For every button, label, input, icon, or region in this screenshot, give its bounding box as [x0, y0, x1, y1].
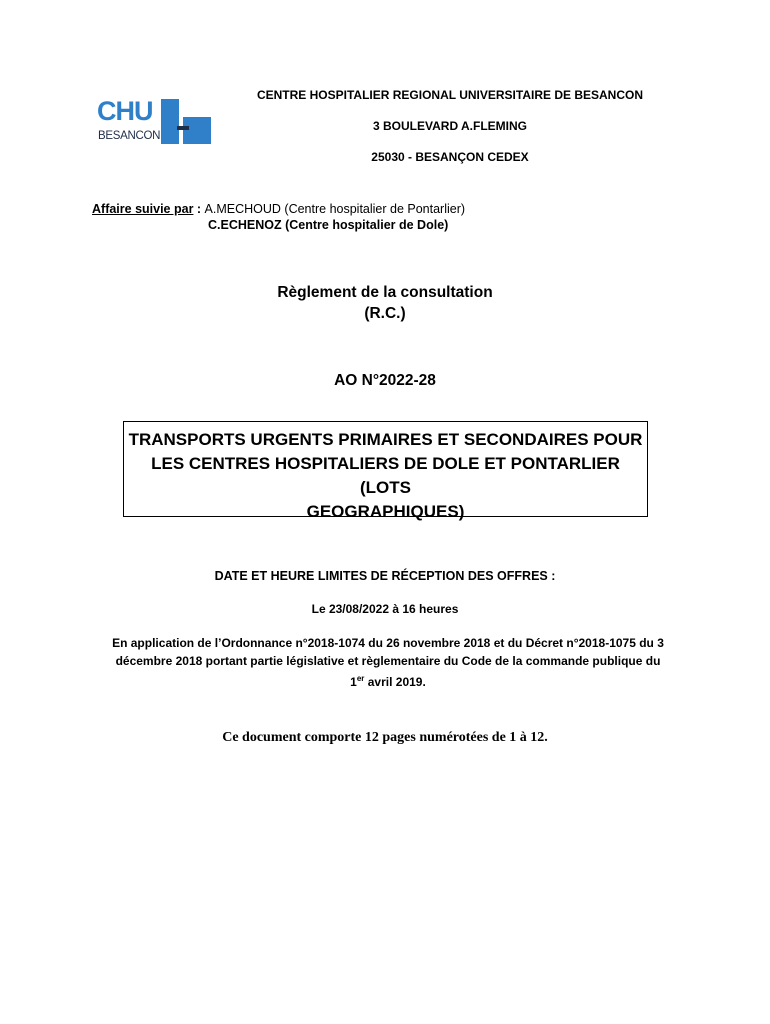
- affaire-person2: C.ECHENOZ (Centre hospitalier de Dole): [208, 218, 449, 232]
- subject-box: [123, 421, 648, 521]
- application-line-3: [88, 670, 688, 691]
- subject-line-2: LES CENTRES HOSPITALIERS DE DOLE ET PONTARLIER (LOTS: [151, 454, 620, 497]
- application-line-1: En application de l’Ordonnance n°2018-1074 du 26 novembre 2018 et du Décret n°2018-1075 du 3: [112, 636, 664, 650]
- affaire-label: Affaire suivie par: [92, 202, 194, 216]
- deadline-value: Le 23/08/2022 à 16 heures: [311, 602, 459, 616]
- affaire-sep: :: [193, 202, 205, 216]
- application-line-2: décembre 2018 portant partie législative et règlementaire du Code de la commande publique du: [115, 654, 661, 668]
- doc-title: [0, 282, 770, 324]
- application-paragraph: [88, 634, 688, 691]
- deadline-heading: DATE ET HEURE LIMITES DE RÉCEPTION DES OFFRES :: [214, 569, 556, 583]
- logo-brand: CHU: [97, 96, 153, 126]
- header-institution: CENTRE HOSPITALIER REGIONAL UNIVERSITAIRE DE BESANCON: [256, 88, 644, 102]
- subject-line-1: TRANSPORTS URGENTS PRIMAIRES ET SECONDAIRES POUR: [128, 430, 643, 449]
- doc-title-abbr: (R.C.): [364, 305, 406, 322]
- affaire-line: [92, 201, 465, 218]
- application-day: 1: [350, 675, 357, 689]
- pages-note: Ce document comporte 12 pages numérotées de 1 à 12.: [222, 730, 548, 745]
- affaire-person1: A.MECHOUD (Centre hospitalier de Pontarlier): [204, 202, 466, 216]
- logo-block-tall: [161, 99, 179, 144]
- ao-number: AO N°2022-28: [334, 372, 436, 389]
- subject-line-3: GEOGRAPHIQUES): [306, 502, 465, 521]
- header-address: 3 BOULEVARD A.FLEMING: [372, 119, 527, 133]
- logo-city: BESANCON: [98, 130, 161, 142]
- header-postal: 25030 - BESANÇON CEDEX: [371, 150, 529, 164]
- application-date-rest: avril 2019.: [364, 675, 426, 689]
- doc-title-main: Règlement de la consultation: [277, 284, 493, 301]
- subject-text: [124, 428, 647, 524]
- application-day-sup: er: [356, 674, 365, 683]
